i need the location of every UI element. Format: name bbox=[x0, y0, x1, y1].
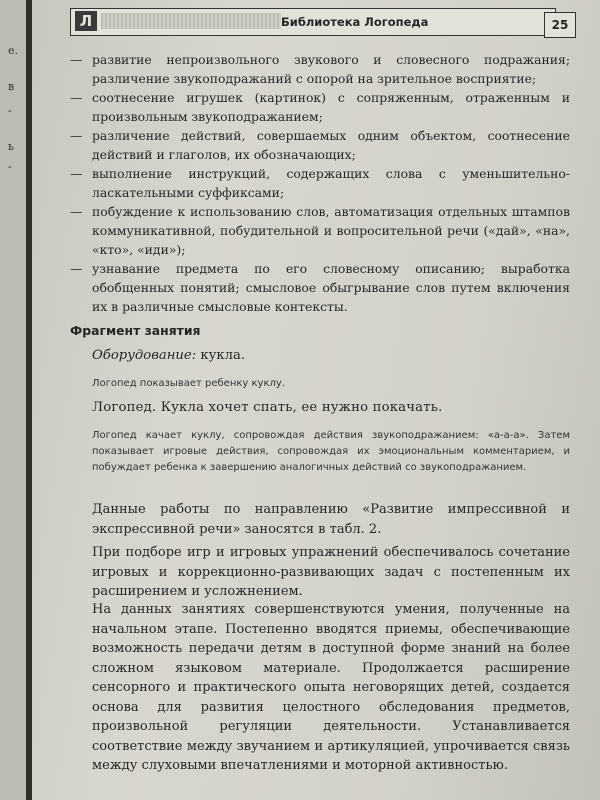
dash-marker: — bbox=[70, 261, 83, 276]
list-item-text: различение действий, совершаемых одним объектом, соотнесение действий и глаголов, их обозначающих; bbox=[92, 128, 570, 162]
previous-page-edge bbox=[0, 0, 26, 800]
list-item bbox=[70, 164, 570, 202]
prev-page-fragment: ь bbox=[8, 140, 14, 153]
dash-marker: — bbox=[70, 128, 83, 143]
stage-direction: Логопед качает куклу, сопровождая действия звукоподражанием: «а-а-а». Затем показывает игровые действия, сопровождая их эмоциональным комментарием, и побуждает ребенка к завершению аналогичных действий со звукоподражанием. bbox=[92, 430, 570, 473]
stage-direction: Логопед показывает ребенку куклу. bbox=[92, 378, 285, 389]
list-item-text: соотнесение игрушек (картинок) с сопряженным, отраженным и произвольным звукоподражанием; bbox=[92, 90, 570, 124]
dialogue-line: Логопед. Кукла хочет спать, ее нужно покачать. bbox=[92, 400, 443, 415]
prev-page-fragment: - bbox=[8, 160, 12, 173]
list-item-text: выполнение инструкций, содержащих слова с уменьшительно-ласкательными суффиксами; bbox=[92, 166, 570, 200]
list-item-text: развитие непроизвольного звукового и словесного подражания; различение звукоподражаний с опорой на зрительное восприятие; bbox=[92, 52, 570, 86]
book-page bbox=[32, 0, 600, 800]
list-item bbox=[70, 126, 570, 164]
series-logo: Л bbox=[75, 11, 97, 31]
list-item bbox=[70, 88, 570, 126]
list-item-text: побуждение к использованию слов, автоматизация отдельных штампов коммуникативной, побудительной и вопросительной речи («дай», «на», «кто», «иди»); bbox=[92, 204, 570, 257]
header-decorative-band bbox=[101, 13, 281, 29]
list-item bbox=[70, 202, 570, 259]
list-item bbox=[70, 259, 570, 316]
equipment-line bbox=[92, 348, 245, 363]
body-paragraph: Данные работы по направлению «Развитие импрессивной и экспрессивной речи» заносятся в табл. 2. bbox=[92, 502, 570, 537]
goals-list bbox=[70, 50, 570, 316]
body-paragraph: На данных занятиях совершенствуются умения, полученные на начальном этапе. Постепенно вводятся приемы, обеспечивающие возможность передачи детям в доступной форме знаний на более сложном языковом материале. Продолжается расширение сенсорного и практического опыта неговорящих детей, создается основа для развития целостного обследования предметов, произвольной регуляции деятельности. Устанавливается соответствие между звучанием и артикуляцией, упрочивается связь между слуховыми впечатлениями и моторной активностью. bbox=[92, 602, 570, 773]
body-paragraph: При подборе игр и игровых упражнений обеспечивалось сочетание игровых и коррекционно-развивающих задач с постепенным их расширением и усложнением. bbox=[92, 545, 570, 599]
prev-page-fragment: - bbox=[8, 104, 12, 117]
dash-marker: — bbox=[70, 166, 83, 181]
dash-marker: — bbox=[70, 52, 83, 67]
page-number: 25 bbox=[544, 12, 576, 38]
prev-page-fragment: е. bbox=[8, 44, 19, 57]
dash-marker: — bbox=[70, 204, 83, 219]
prev-page-fragment: в bbox=[8, 80, 15, 93]
running-header bbox=[70, 8, 556, 36]
series-title: Библиотека Логопеда bbox=[281, 15, 429, 29]
dash-marker: — bbox=[70, 90, 83, 105]
list-item bbox=[70, 50, 570, 88]
list-item-text: узнавание предмета по его словесному описанию; выработка обобщенных понятий; смысловое обыгрывание слов путем включения их в различные смысловые контексты. bbox=[92, 261, 570, 314]
equipment-label: Оборудование: bbox=[92, 348, 197, 363]
equipment-value: кукла. bbox=[196, 348, 246, 363]
section-heading: Фрагмент занятия bbox=[70, 323, 201, 338]
